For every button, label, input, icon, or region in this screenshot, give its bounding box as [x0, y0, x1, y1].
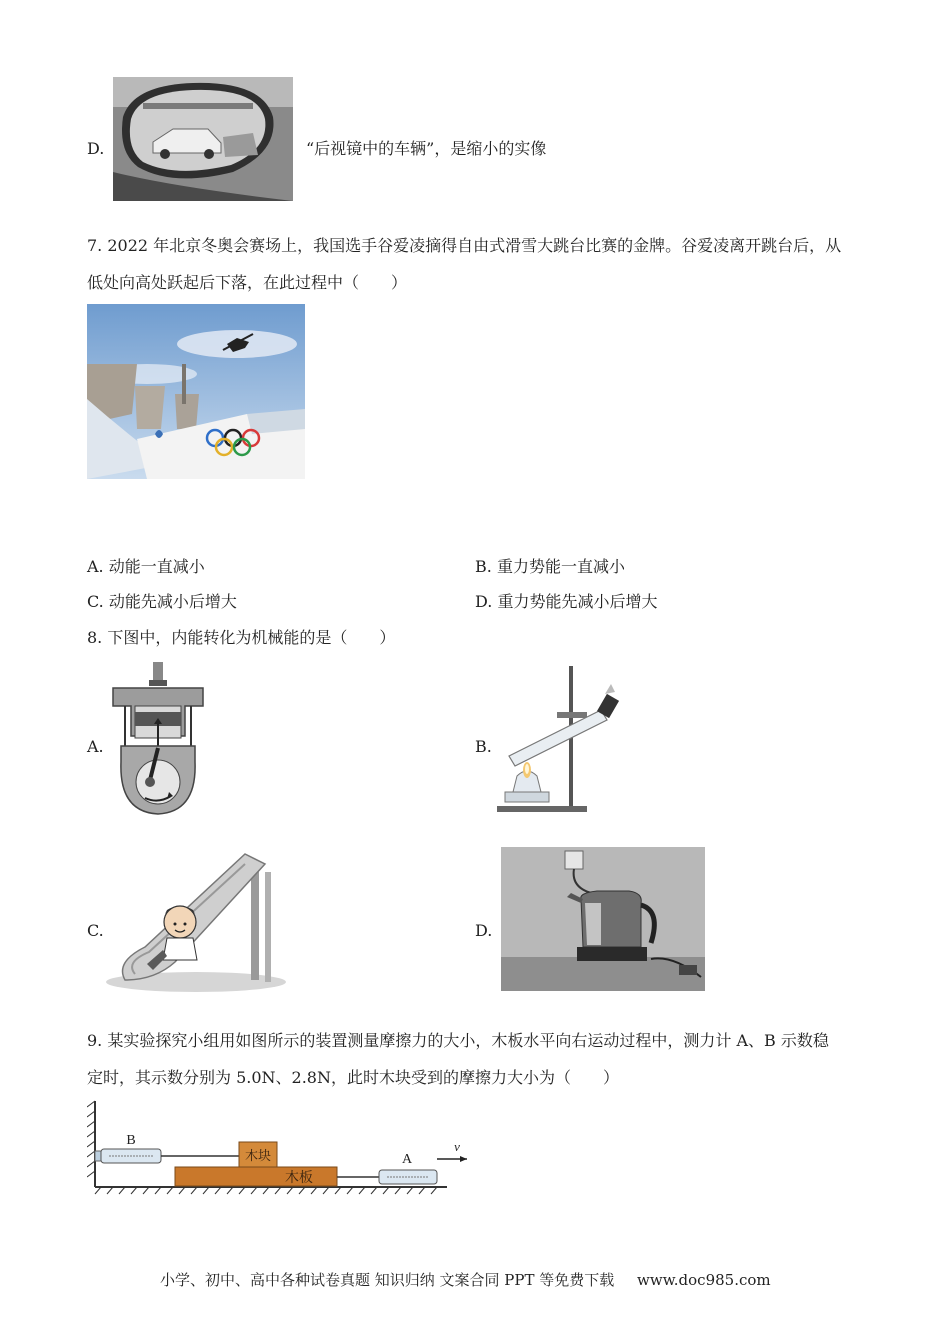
footer-url[interactable]: www.doc985.com	[637, 1271, 771, 1289]
q7-option-c-text: 动能先减小后增大	[108, 592, 237, 611]
q8-option-d-letter: D.	[475, 921, 493, 940]
wall-hatch	[87, 1101, 95, 1177]
mirror-photo	[113, 77, 293, 201]
q7-stem-line2: 低处向高处跃起后下落，在此过程中（ ）	[87, 273, 408, 292]
q7-option-d[interactable]	[475, 592, 657, 612]
big-air-photo	[87, 304, 305, 479]
q7-option-c[interactable]	[87, 592, 237, 612]
q6-option-d-letter: D.	[87, 139, 105, 158]
q8-option-a-letter: A.	[87, 737, 104, 756]
kettle-photo	[501, 847, 705, 991]
block-label: 木块	[244, 1149, 272, 1164]
ground-hatch	[95, 1187, 437, 1194]
q9-stem-line1: 9. 某实验探究小组用如图所示的装置测量摩擦力的大小，木板水平向右运动过程中，测力计 A、B 示数稳	[87, 1031, 829, 1050]
q7-option-d-text: 重力势能先减小后增大	[497, 592, 658, 611]
q7-option-a-letter: A.	[87, 557, 104, 576]
q7-option-a-text: 动能一直减小	[108, 557, 205, 576]
spring-scale-b-hook-base	[95, 1151, 101, 1161]
q6-option-d-text: “后视镜中的车辆”，是缩小的实像	[306, 139, 547, 158]
q8-option-b-letter: B.	[475, 737, 492, 756]
test-tube-figure	[497, 666, 629, 814]
q7-option-b-letter: B.	[475, 557, 492, 576]
velocity-label: v	[454, 1139, 460, 1154]
q7-option-b[interactable]	[475, 557, 625, 577]
q7-stem-line1: 7. 2022 年北京冬奥会赛场上，我国选手谷爱凌摘得自由式滑雪大跳台比赛的金牌。谷爱凌离开跳台后，从	[87, 236, 842, 255]
q7-option-a[interactable]	[87, 557, 205, 577]
label-a: A	[401, 1152, 413, 1167]
friction-experiment-figure	[87, 1097, 477, 1197]
engine-figure	[105, 662, 211, 818]
q7-option-b-text: 重力势能一直减小	[496, 557, 625, 576]
footer	[160, 1270, 771, 1290]
q7-option-d-letter: D.	[475, 592, 493, 611]
velocity-arrowhead	[460, 1156, 467, 1162]
footer-text: 小学、初中、高中各种试卷真题 知识归纳 文案合同 PPT 等免费下载	[160, 1271, 615, 1289]
q8-option-c-letter: C.	[87, 921, 104, 940]
board-label: 木板	[285, 1170, 313, 1186]
q7-option-c-letter: C.	[87, 592, 104, 611]
q9-stem-line2: 定时，其示数分别为 5.0N、2.8N，此时木块受到的摩擦力大小为（ ）	[87, 1068, 619, 1087]
slide-figure	[105, 852, 287, 994]
q8-stem: 8. 下图中，内能转化为机械能的是（ ）	[87, 628, 396, 647]
label-b: B	[126, 1133, 136, 1148]
